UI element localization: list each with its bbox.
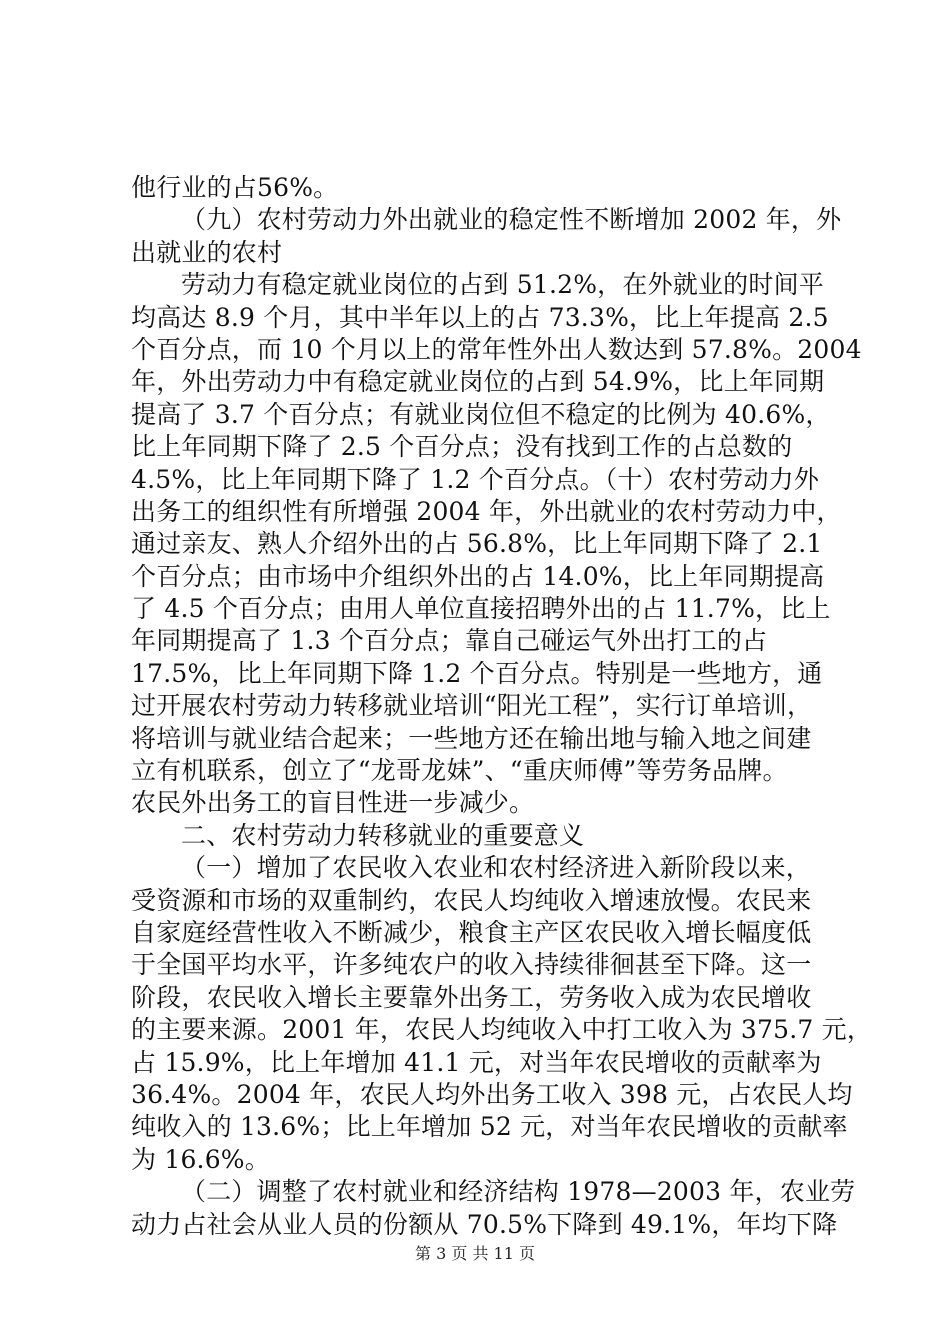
text-line: 于全国平均水平，许多纯农户的收入持续徘徊甚至下降。这一	[131, 950, 812, 980]
text-line: （一）增加了农民收入农业和农村经济进入新阶段以来，	[181, 853, 812, 883]
text-line: 农民外出务工的盲目性进一步减少。	[131, 788, 535, 818]
text-line: 立有机联系，创立了“龙哥龙妹”、“重庆师傅”等劳务品牌。	[131, 756, 788, 786]
text-line: 通过亲友、熟人介绍外出的占 56.8%，比上年同期下降了 2.1	[131, 529, 823, 559]
page-footer: 第 3 页 共 11 页	[415, 1244, 535, 1263]
text-line: 出务工的组织性有所增强 2004 年，外出就业的农村劳动力中，	[131, 496, 842, 526]
text-line: 4.5%，比上年同期下降了 1.2 个百分点。（十）农村劳动力外	[131, 464, 820, 494]
text-line: 纯收入的 13.6%；比上年增加 52 元，对当年农民增收的贡献率	[131, 1112, 848, 1142]
text-line: 过开展农村劳动力转移就业培训“阳光工程”，实行订单培训，	[131, 691, 813, 721]
text-line: 为 16.6%。	[131, 1144, 270, 1174]
text-line: 年同期提高了 1.3 个百分点；靠自己碰运气外出打工的占	[131, 626, 768, 656]
text-line: 将培训与就业结合起来；一些地方还在输出地与输入地之间建	[131, 723, 812, 753]
text-line: （九）农村劳动力外出就业的稳定性不断增加 2002 年，外	[181, 205, 842, 235]
text-line: 占 15.9%，比上年增加 41.1 元，对当年农民增收的贡献率为	[131, 1047, 822, 1077]
text-line: 年，外出劳动力中有稳定就业岗位的占到 54.9%，比上年同期	[131, 367, 825, 397]
text-line: 劳动力有稳定就业岗位的占到 51.2%，在外就业的时间平	[181, 270, 824, 300]
text-line: 阶段，农民收入增长主要靠外出务工，劳务收入成为农民增收	[131, 982, 812, 1012]
text-line: 36.4%。2004 年，农民人均外出务工收入 398 元，占农民人均	[131, 1079, 853, 1109]
text-line: 提高了 3.7 个百分点；有就业岗位但不稳定的比例为 40.6%，	[131, 399, 831, 429]
text-line: （二）调整了农村就业和经济结构 1978—2003 年，农业劳	[181, 1177, 856, 1207]
text-line: 二、农村劳动力转移就业的重要意义	[181, 820, 585, 850]
text-line: 了 4.5 个百分点；由用人单位直接招聘外出的占 11.7%，比上	[131, 594, 831, 624]
text-line: 的主要来源。2001 年，农民人均纯收入中打工收入为 375.7 元，	[131, 1015, 873, 1045]
text-line: 他行业的占56%。	[131, 173, 339, 202]
text-line: 17.5%，比上年同期下降 1.2 个百分点。特别是一些地方，通	[131, 658, 823, 688]
text-line: 比上年同期下降了 2.5 个百分点；没有找到工作的占总数的	[131, 432, 793, 462]
text-line: 自家庭经营性收入不断减少，粮食主产区农民收入增长幅度低	[131, 917, 812, 947]
text-line: 受资源和市场的双重制约，农民人均纯收入增速放慢。农民来	[131, 885, 812, 915]
text-line: 均高达 8.9 个月，其中半年以上的占 73.3%，比上年提高 2.5	[131, 302, 829, 332]
text-line: 出就业的农村	[131, 237, 283, 267]
document-body	[131, 172, 873, 1241]
text-line: 个百分点，而 10 个月以上的常年性外出人数达到 57.8%。2004	[131, 334, 862, 364]
text-line: 个百分点；由市场中介组织外出的占 14.0%，比上年同期提高	[131, 561, 825, 591]
text-line: 动力占社会从业人员的份额从 70.5%下降到 49.1%，年均下降	[131, 1209, 838, 1239]
